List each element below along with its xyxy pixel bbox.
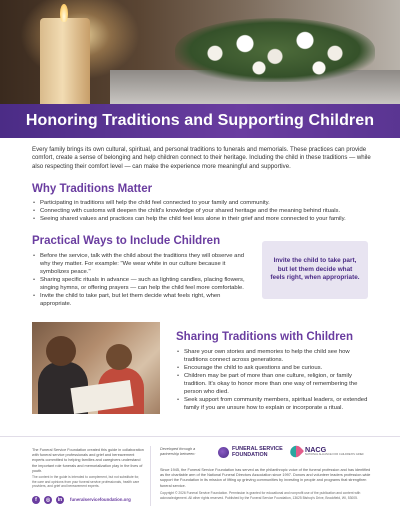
social-links (32, 496, 64, 504)
practical-heading: Practical Ways to Include Children (32, 235, 221, 247)
website-link[interactable]: funeralservicefoundation.org (70, 497, 131, 502)
flower-arrangement (175, 18, 375, 82)
why-list (32, 199, 372, 223)
list-item: • Before the service, talk with the child about the traditions they will observe and why they matter. For example: "We wear white in our culture because it symbolizes peace." (32, 252, 250, 276)
fsf-logo-mark-icon (218, 447, 229, 458)
hero-photo (0, 0, 400, 104)
list-item: • Participating in traditions will help the child feel connected to your family and community. (32, 199, 372, 207)
title-band (0, 104, 400, 138)
list-item: • Invite the child to take part, but let them decide what feels right, when appropriate. (32, 292, 250, 308)
sharing-list (176, 348, 372, 412)
list-item: • Children may be part of more than one culture, religion, or family tradition. It's okay to honor more than one way of remembering the person who died. (176, 372, 372, 396)
foundation-history: Since 1945, the Funeral Service Foundation has served as the philanthropic voice of the funeral profession and has identified as the charitable arm of the National Funeral Directors Association since 1997. Donors and volunteer leaders profession-wide support the Foundation in its mission of lifting up grieving communities by investing in people and programs that strengthen funeral service. (160, 468, 371, 488)
linkedin-icon[interactable]: in (57, 497, 63, 503)
list-item: • Connecting with customs will deepen the child's knowledge of your shared heritage and the meaning behind rituals. (32, 207, 372, 215)
footer-divider (0, 436, 400, 437)
page-title: Honoring Traditions and Supporting Children (25, 112, 375, 129)
candle (40, 18, 90, 104)
list-item: • Share your own stories and memories to help the child see how traditions connect across generations. (176, 348, 372, 364)
list-item: • Encourage the child to ask questions and be curious. (176, 364, 372, 372)
family-photo (32, 322, 160, 414)
candle-flame (60, 4, 68, 22)
list-item: • Seeing shared values and practices can help the child feel less alone in their grief and more connected to your family. (32, 215, 372, 223)
practical-list (32, 252, 250, 308)
footer-column-divider (150, 446, 151, 506)
callout-box (262, 241, 368, 299)
why-heading: Why Traditions Matter (32, 183, 153, 195)
photo-child-head (106, 344, 132, 370)
photo-adult-head (46, 336, 76, 366)
intro-paragraph: Every family brings its own cultural, spiritual, and personal traditions to funerals and memorials. These practices can provide comfort, create a sense of belonging and help children connect to their heritage. Including the child in these traditions — while also respecting their comfort level — can make the experience more meaningful and supportive. (32, 146, 371, 170)
copyright-notice: Copyright © 2026 Funeral Service Foundation. Permission is granted for educational and nonprofit use of the publication and content with acknowledgement. All other rights reserved. Published by the Funeral Service Foundation, 13625 Bishop's Drive, Brookfield, WI, 53005. (160, 491, 361, 500)
fsf-logo: FUNERAL SERVICE FOUNDATION (218, 447, 284, 458)
instagram-icon[interactable]: ◎ (45, 497, 51, 503)
partnership-label: Developed through a partnership between: (160, 447, 196, 457)
callout-text: Invite the child to take part, but let them decide what feels right, when appropriate. (270, 257, 360, 282)
footer-about-guide: The Funeral Service Foundation created this guide in collaboration with funeral service professionals and grief and bereavement experts committed to helping families and caregivers understand the important role funerals and memorialization play in the lives of youth. (32, 448, 144, 473)
facebook-icon[interactable]: f (32, 496, 40, 504)
footer-disclaimer: The content in the guide is intended to complement, but not substitute for, the care and opinions from your funeral service professionals, health care providers, and grief and bereavement experts. (32, 475, 140, 489)
list-item: • Seek support from community members, spiritual leaders, or extended family if you are unsure how to explain or incorporate a ritual. (176, 396, 372, 412)
list-item: • Sharing specific rituals in advance — such as lighting candles, placing flowers, singing hymns, or offering prayers — can help the child feel more comfortable. (32, 276, 250, 292)
nacg-heart-icon (288, 443, 304, 459)
sharing-heading: Sharing Traditions with Children (176, 331, 353, 343)
